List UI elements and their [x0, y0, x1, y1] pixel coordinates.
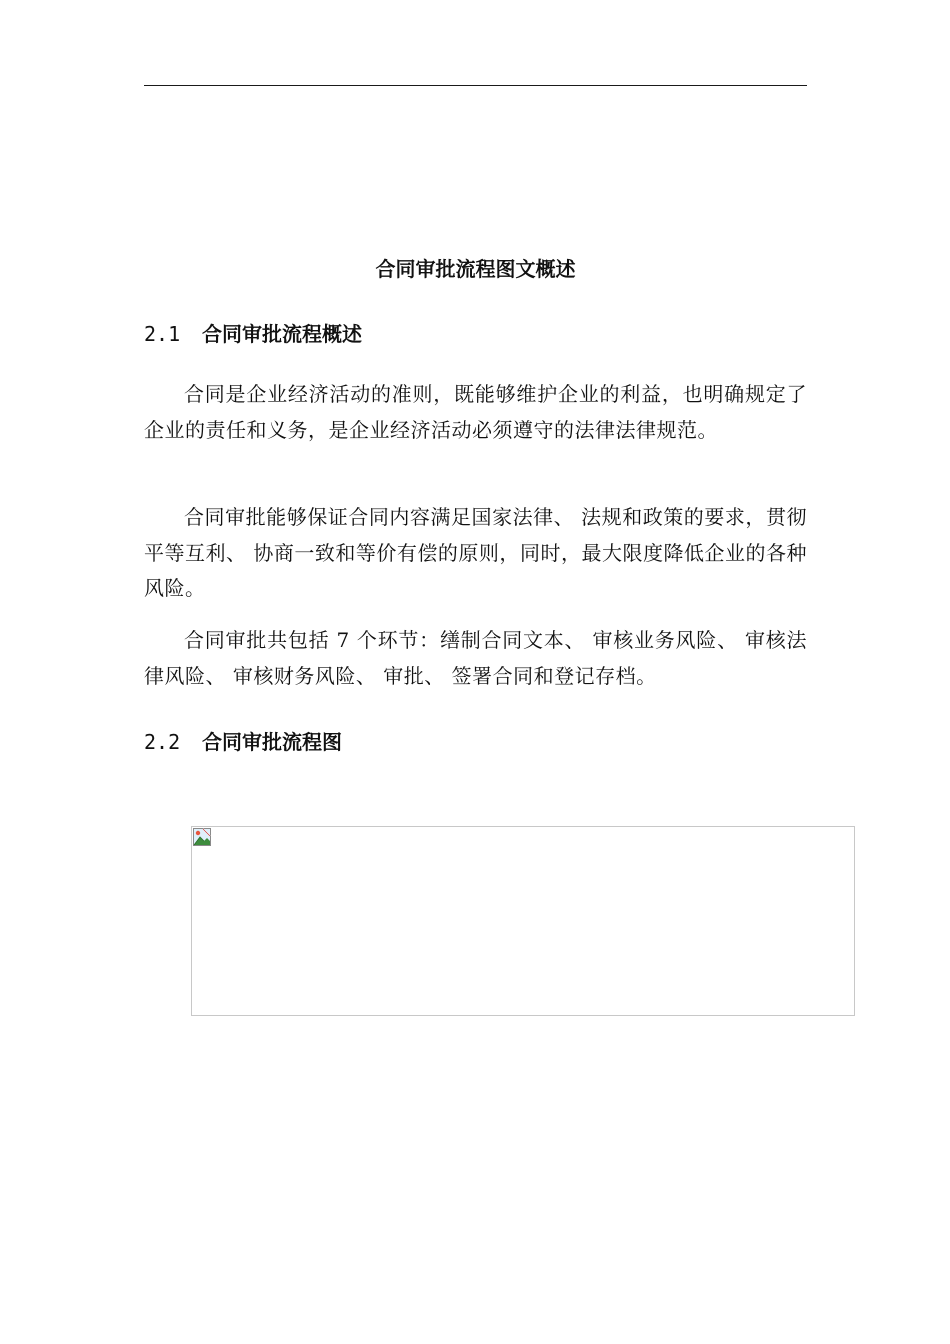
document-title: 合同审批流程图文概述	[375, 257, 576, 281]
broken-image-icon	[193, 828, 211, 846]
section-heading-2-2	[144, 727, 807, 757]
section-number: 2.1	[144, 322, 181, 346]
paragraph: 合同审批能够保证合同内容满足国家法律、 法规和政策的要求，贯彻平等互利、 协商一致和等价有偿的原则，同时，最大限度降低企业的各种风险。	[144, 505, 807, 600]
section-title: 合同审批流程概述	[202, 322, 362, 346]
paragraph: 合同是企业经济活动的准则，既能够维护企业的利益，也明确规定了企业的责任和义务，是企业经济活动必须遵守的法律法律规范。	[144, 382, 807, 442]
header-rule	[144, 85, 807, 86]
paragraph: 合同审批共包括 7 个环节：缮制合同文本、 审核业务风险、 审核法律风险、 审核财务风险、 审批、 签署合同和登记存档。	[144, 628, 807, 688]
flowchart-image-placeholder	[191, 826, 855, 1016]
section-heading-2-1	[144, 319, 807, 349]
section-number: 2.2	[144, 730, 181, 754]
section-title: 合同审批流程图	[202, 730, 342, 754]
